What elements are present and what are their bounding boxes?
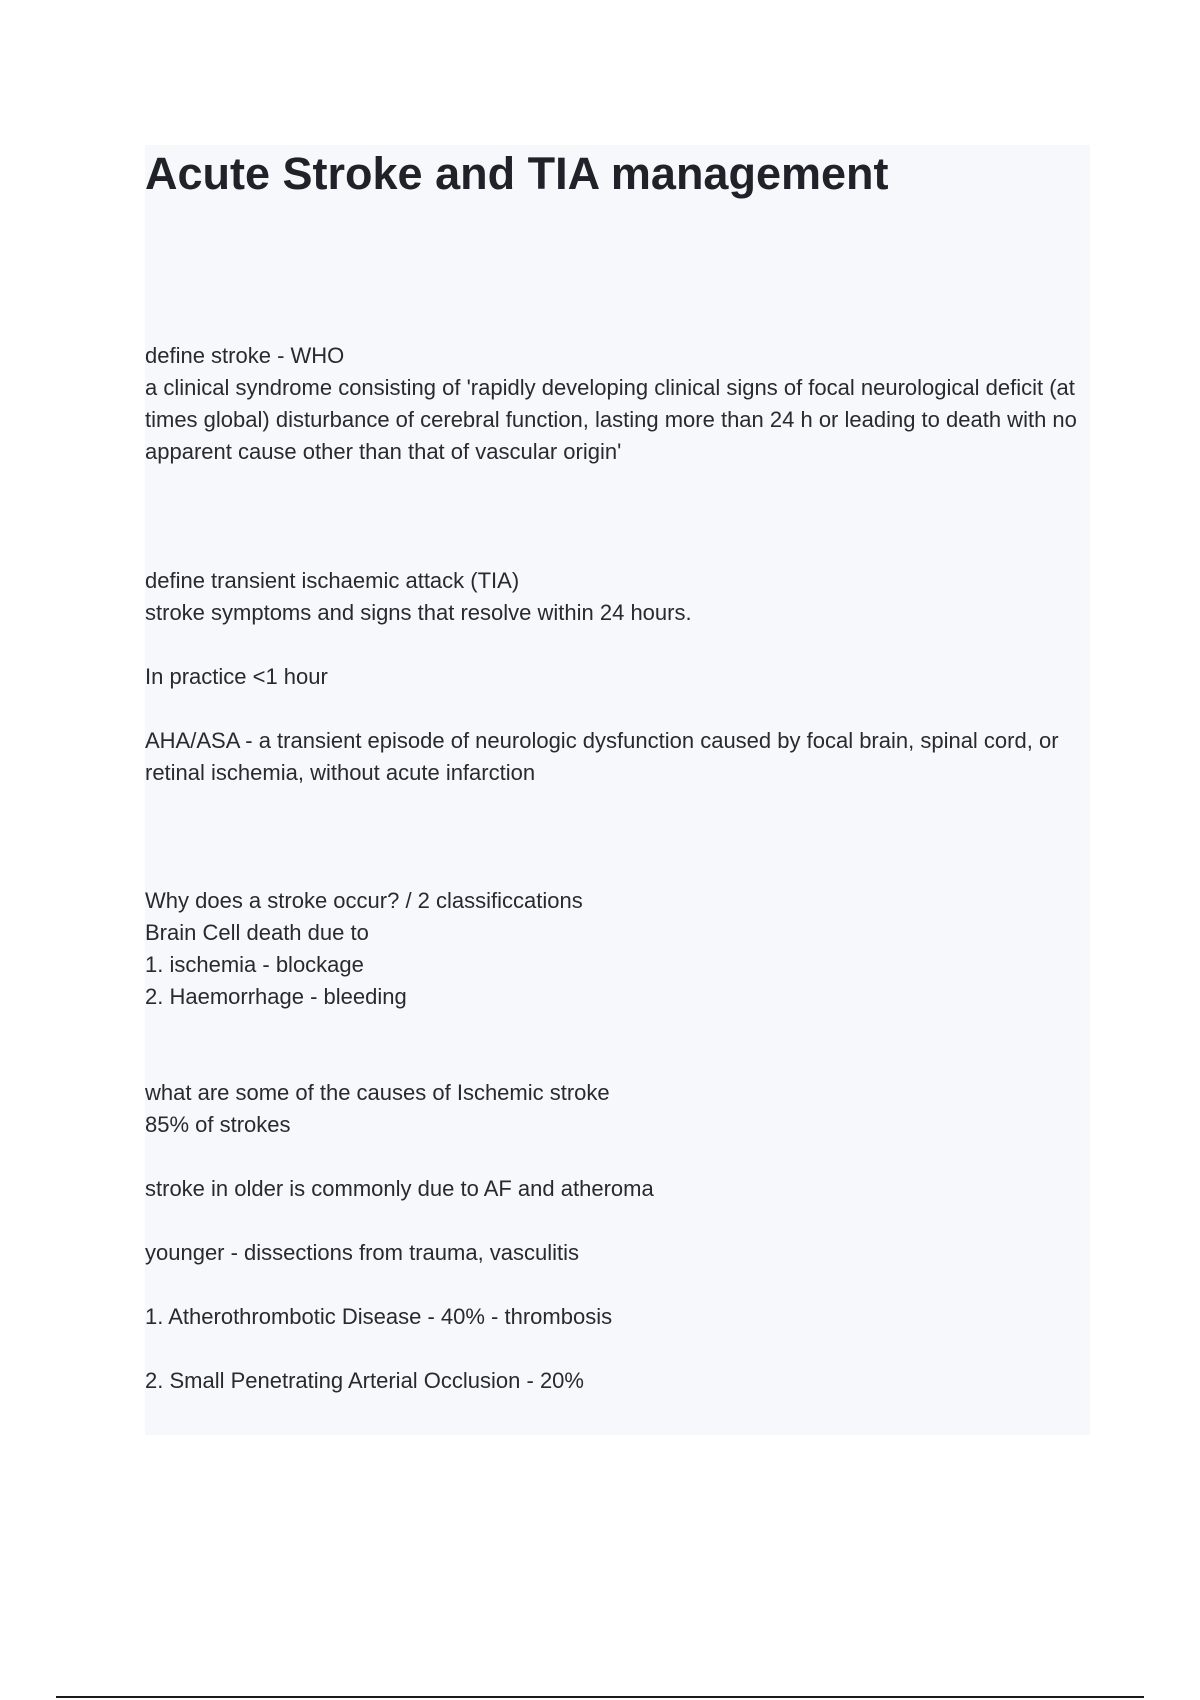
card-definition-line: 1. ischemia - blockage bbox=[145, 952, 364, 977]
card-definition-line: 2. Small Penetrating Arterial Occlusion - 20% bbox=[145, 1368, 584, 1393]
page-title: Acute Stroke and TIA management bbox=[145, 148, 889, 199]
card-term: define stroke - WHO bbox=[145, 343, 345, 368]
card-definition-line: 85% of strokes bbox=[145, 1112, 291, 1137]
flashcard-why-stroke bbox=[145, 885, 1080, 1013]
card-definition-line: younger - dissections from trauma, vasculitis bbox=[145, 1240, 580, 1265]
card-definition-line: In practice <1 hour bbox=[145, 664, 328, 689]
flashcard-tia-definition bbox=[145, 565, 1080, 789]
card-definition-line: 1. Atherothrombotic Disease - 40% - thrombosis bbox=[145, 1304, 613, 1329]
flashcard-ischemic-causes bbox=[145, 1077, 1080, 1397]
card-term: Why does a stroke occur? / 2 classificcations bbox=[145, 888, 583, 913]
card-definition-line: stroke symptoms and signs that resolve within 24 hours. bbox=[145, 600, 692, 625]
card-definition-line: stroke in older is commonly due to AF and atheroma bbox=[145, 1176, 654, 1201]
card-definition-line: Brain Cell death due to bbox=[145, 920, 369, 945]
card-definition-line: 2. Haemorrhage - bleeding bbox=[145, 984, 407, 1009]
footer-rule bbox=[56, 1696, 1144, 1698]
card-definition: a clinical syndrome consisting of 'rapidly developing clinical signs of focal neurological deficit (at times global) disturbance of cerebral function, lasting more than 24 h or leading to death with no apparent cause other than that of vascular origin' bbox=[145, 375, 1077, 464]
card-definition-line: AHA/ASA - a transient episode of neurologic dysfunction caused by focal brain, spinal cord, or retinal ischemia, without acute infarction bbox=[145, 728, 1059, 785]
flashcard-stroke-definition bbox=[145, 340, 1080, 468]
card-term: define transient ischaemic attack (TIA) bbox=[145, 568, 520, 593]
card-term: what are some of the causes of Ischemic stroke bbox=[145, 1080, 610, 1105]
